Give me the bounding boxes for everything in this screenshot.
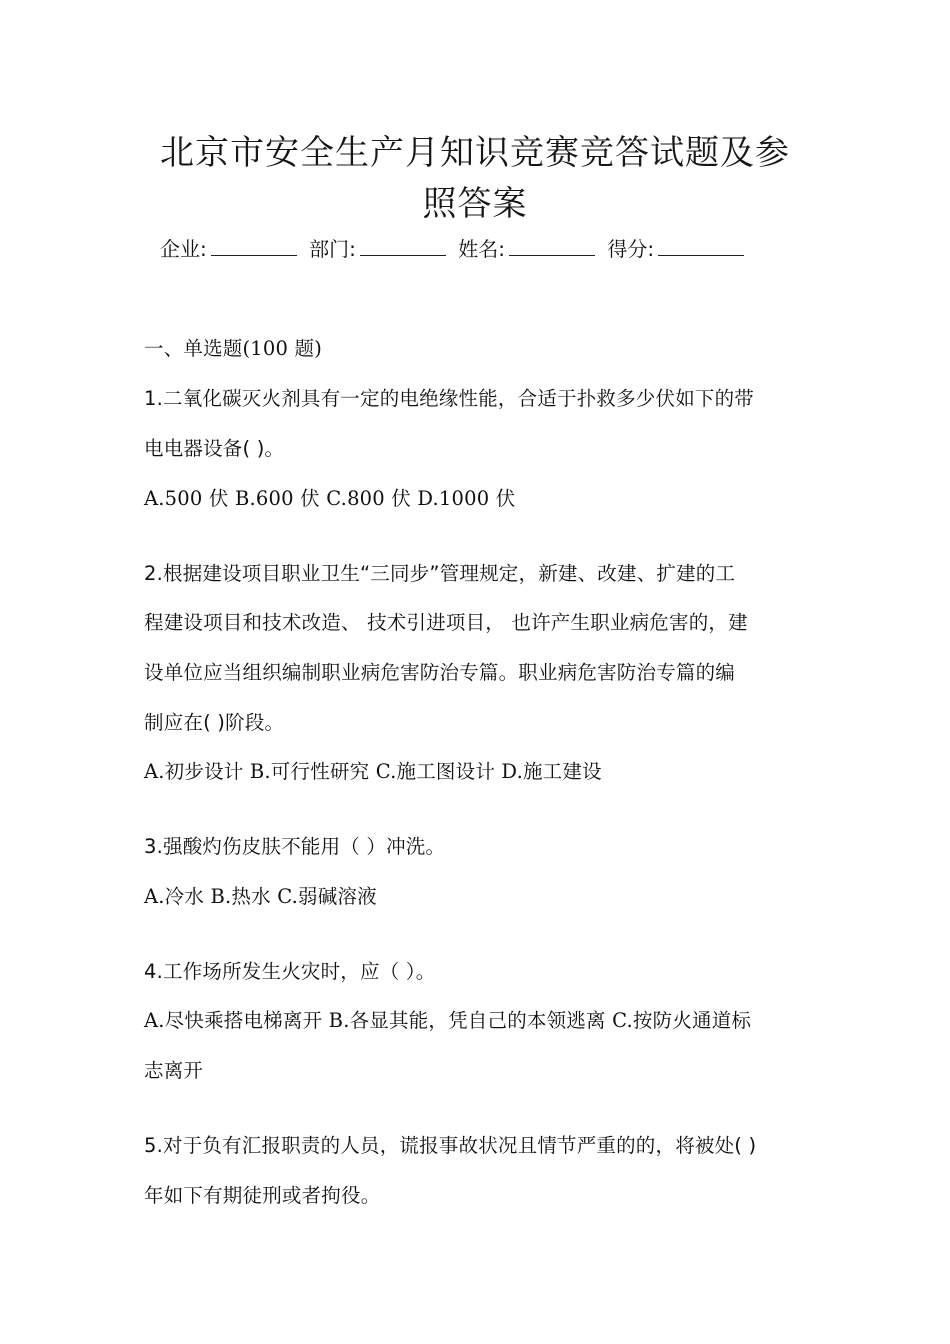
- question-1-line-1: 1.二氧化碳灭火剂具有一定的电绝缘性能，合适于扑救多少伏如下的带: [144, 387, 755, 410]
- question-5-line-1: 5.对于负有汇报职责的人员，谎报事故状况且情节严重的的，将被处( ): [144, 1134, 757, 1157]
- department-blank: [360, 233, 446, 256]
- score-field: [607, 232, 744, 266]
- name-blank: [509, 233, 595, 256]
- question-5-line-2: 年如下有期徒刑或者拘役。: [144, 1184, 381, 1207]
- company-blank: [211, 233, 297, 256]
- question-2-options: A.初步设计 B.可行性研究 C.施工图设计 D.施工建设: [144, 760, 602, 783]
- name-label: 姓名:: [458, 237, 505, 261]
- question-2-line-1: 2.根据建设项目职业卫生“三同步”管理规定，新建、改建、扩建的工: [144, 562, 736, 585]
- company-label: 企业:: [160, 237, 207, 261]
- section-heading: 一、单选题(100 题): [144, 337, 323, 360]
- question-2-line-2: 程建设项目和技术改造、 技术引进项目， 也许产生职业病危害的，建: [144, 611, 748, 634]
- question-4-line-1: 4.工作场所发生火灾时，应（ ）。: [144, 960, 436, 983]
- score-label: 得分:: [607, 237, 655, 261]
- info-fields: [160, 232, 800, 266]
- score-blank: [658, 233, 744, 256]
- question-4-options-line-1: A.尽快乘搭电梯离开 B.各显其能，凭自己的本领逃离 C.按防火通道标: [144, 1009, 752, 1032]
- question-3-options: A.冷水 B.热水 C.弱碱溶液: [144, 885, 377, 908]
- question-3-line-1: 3.强酸灼伤皮肤不能用（ ）冲洗。: [144, 835, 446, 858]
- department-field: [309, 232, 446, 266]
- question-2-line-3: 设单位应当组织编制职业病危害防治专篇。职业病危害防治专篇的编: [144, 661, 736, 684]
- company-field: [160, 232, 297, 266]
- question-4-options-line-2: 志离开: [144, 1059, 204, 1082]
- document-title-line-2: 照答案: [422, 184, 528, 224]
- question-2-line-4: 制应在( )阶段。: [144, 711, 285, 734]
- name-field: [458, 232, 595, 266]
- question-1-options: A.500 伏 B.600 伏 C.800 伏 D.1000 伏: [144, 487, 516, 510]
- question-1-line-2: 电电器设备( )。: [144, 437, 285, 460]
- document-title-line-1: 北京市安全生产月知识竞赛竞答试题及参: [160, 133, 790, 173]
- department-label: 部门:: [309, 237, 356, 261]
